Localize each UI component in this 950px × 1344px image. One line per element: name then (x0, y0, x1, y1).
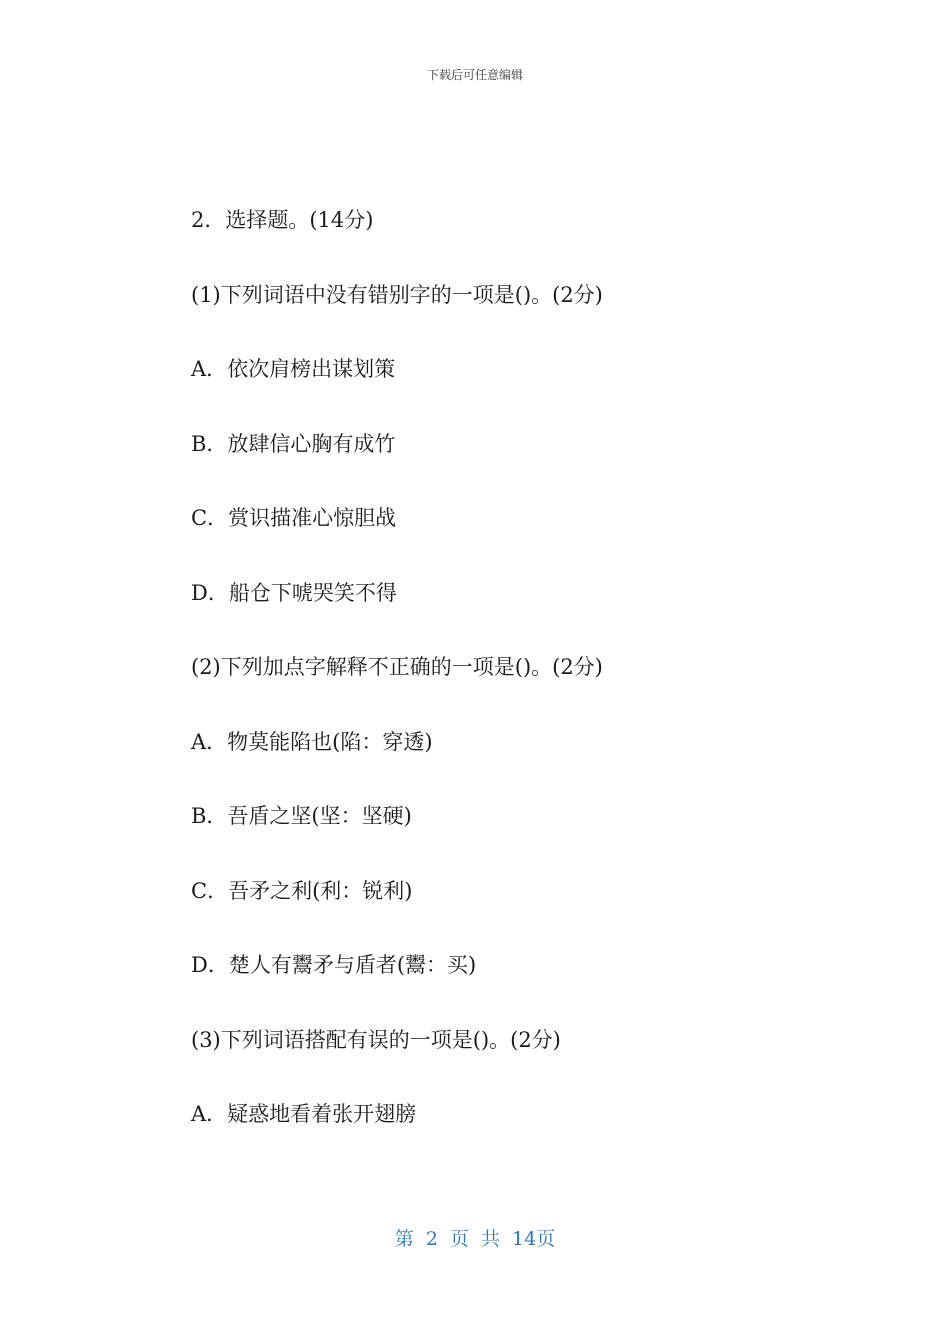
option-d: D．楚人有鬻矛与盾者(鬻：买) (191, 953, 477, 977)
option-c: C．吾矛之利(利：锐利) (191, 878, 413, 903)
option-b: B．放肆信心胸有成竹 (191, 431, 396, 456)
question-title: 2．选择题。(14分) (191, 208, 374, 232)
sub-question-2: (2)下列加点字解释不正确的一项是()。(2分) (191, 655, 603, 679)
page-header: 下载后可任意编辑 (426, 68, 523, 82)
option-c: C．赏识描准心惊胆战 (191, 506, 397, 530)
sub-question-3: (3)下列词语搭配有误的一项是()。(2分) (191, 1027, 561, 1052)
option-a: A．疑惑地看着张开翅膀 (191, 1102, 417, 1126)
document-body (191, 203, 831, 1172)
option-b: B．吾盾之坚(坚：坚硬) (191, 804, 412, 828)
option-d: D．船仓下唬哭笑不得 (191, 580, 397, 605)
page-number-footer: 第 2 页 共 14页 (394, 1228, 556, 1250)
sub-question-1: (1)下列词语中没有错别字的一项是()。(2分) (191, 282, 603, 307)
option-a: A．依次肩榜出谋划策 (191, 357, 396, 381)
option-a: A．物莫能陷也(陷：穿透) (191, 729, 433, 754)
